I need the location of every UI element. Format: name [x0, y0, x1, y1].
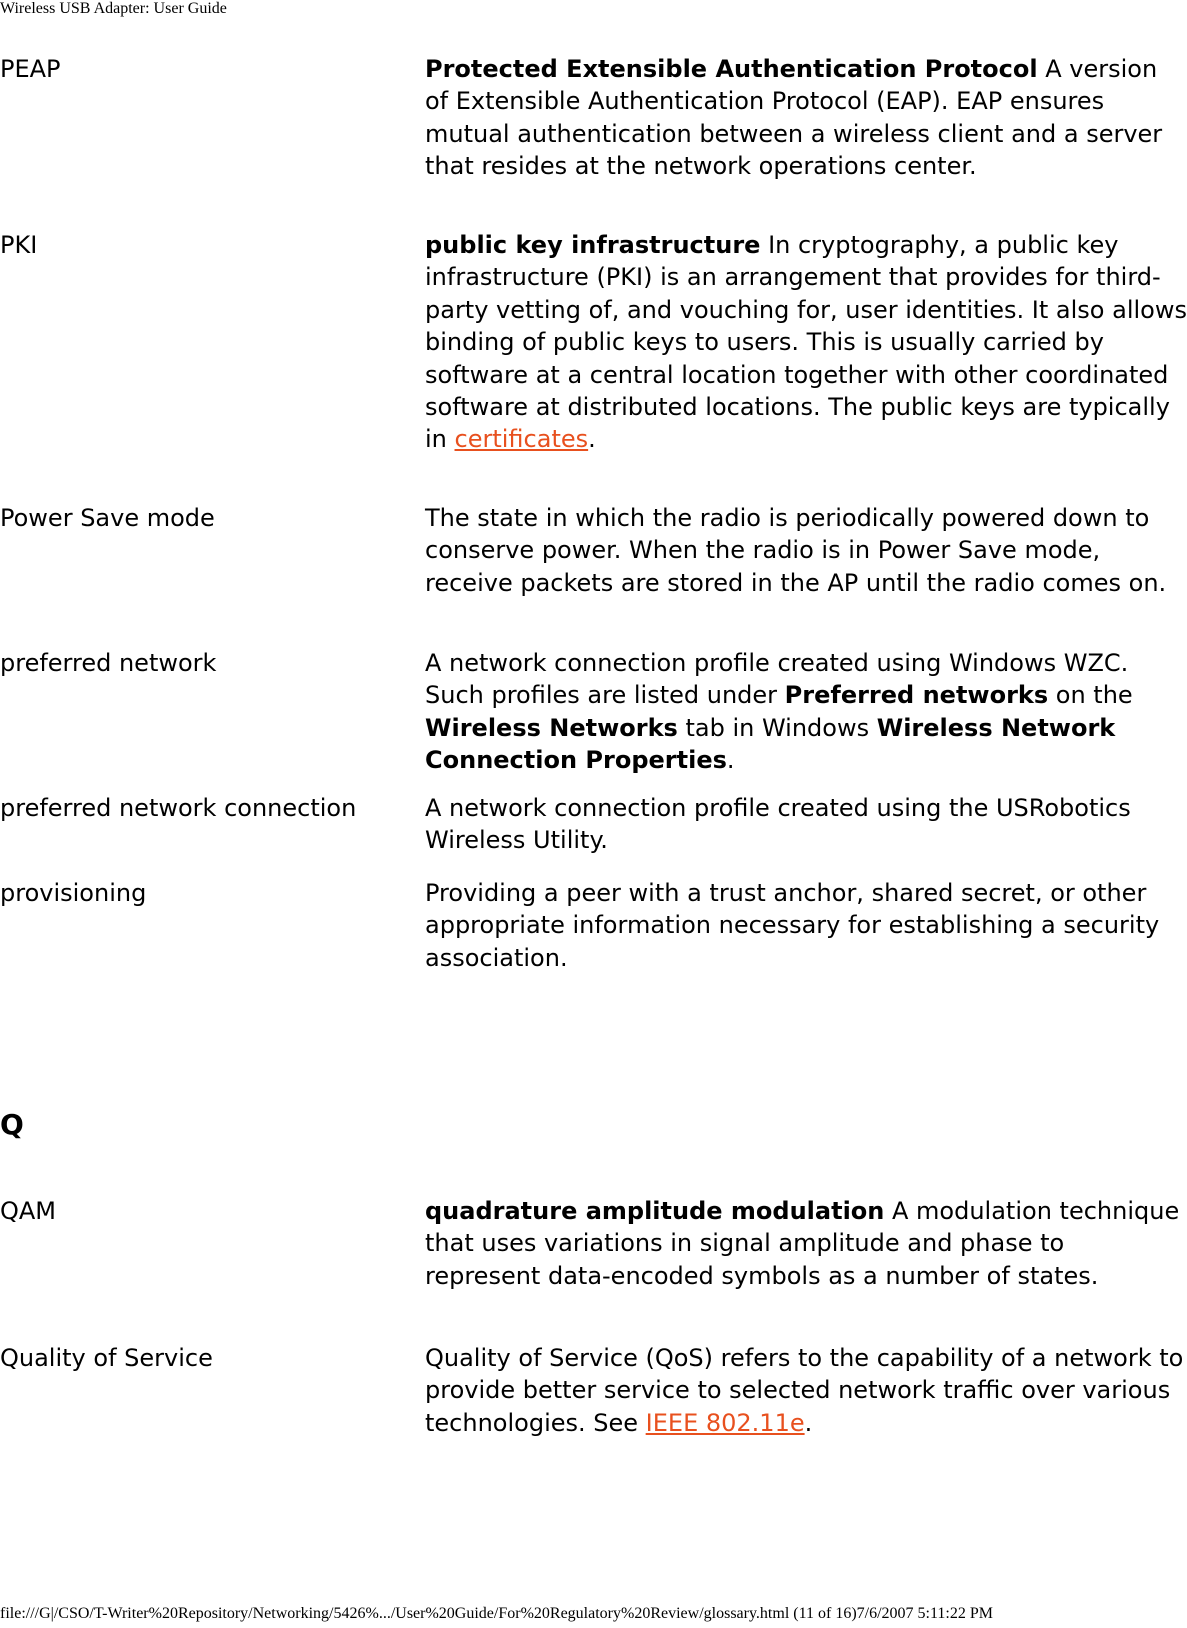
- glossary-term: preferred network connection: [0, 794, 357, 822]
- ieee-802-11e-link[interactable]: IEEE 802.11e: [645, 1408, 805, 1437]
- glossary-term: Power Save mode: [0, 504, 215, 532]
- glossary-list-p: [0, 53, 1187, 987]
- glossary-definition: [425, 53, 1187, 229]
- definition-text: A network connection profile created using Windows WZC. Such profiles are listed under: [425, 649, 1129, 710]
- certificates-link[interactable]: certificates: [454, 425, 589, 454]
- glossary-term: PKI: [0, 231, 38, 259]
- glossary-entry-peap: [0, 53, 1187, 229]
- definition-text-end: .: [804, 1408, 813, 1437]
- glossary-definition: [425, 647, 1187, 792]
- definition-text: tab in Windows: [677, 713, 877, 742]
- glossary-entry-quality-of-service: [0, 1342, 1187, 1452]
- glossary-definition: A network connection profile created using the USRobotics Wireless Utility.: [425, 794, 1131, 855]
- definition-bold-term: Protected Extensible Authentication Protocol: [425, 55, 1038, 83]
- definition-text: on the: [1048, 681, 1133, 710]
- definition-text: Quality of Service (QoS) refers to the capability of a network to provide better service to selected network traffic over various technologies. See: [425, 1344, 1184, 1437]
- glossary-entry-qam: [0, 1195, 1187, 1342]
- glossary-entry-preferred-network-connection: [0, 792, 1187, 877]
- page-header-title: Wireless USB Adapter: User Guide: [0, 0, 227, 17]
- definition-text-end: .: [726, 746, 735, 775]
- glossary-term: preferred network: [0, 649, 217, 677]
- glossary-definition: [425, 1342, 1187, 1452]
- section-heading-q: Q: [0, 1108, 24, 1141]
- definition-text: In cryptography, a public key infrastructure (PKI) is an arrangement that provides for third-party vetting of, and vouching for, user identities. It also allows binding of public keys to users. This is usually carried by software at a central location together with other coordinated software at distributed locations. The public keys are typically in: [425, 231, 1187, 454]
- definition-text: A version of Extensible Authentication Protocol (EAP). EAP ensures mutual authentication between a wireless client and a server that resides at the network operations center.: [425, 55, 1163, 181]
- definition-bold-ui-label: Preferred networks: [784, 681, 1049, 710]
- definition-text: A modulation technique that uses variations in signal amplitude and phase to represent data-encoded symbols as a number of states.: [425, 1197, 1180, 1290]
- glossary-entry-power-save-mode: [0, 502, 1187, 647]
- glossary-entry-pki: [0, 229, 1187, 502]
- glossary-term: Quality of Service: [0, 1344, 213, 1372]
- definition-bold-ui-label: Wireless Networks: [425, 713, 678, 742]
- glossary-term: PEAP: [0, 55, 61, 83]
- glossary-list-q: [0, 1195, 1187, 1452]
- glossary-term: provisioning: [0, 879, 147, 907]
- glossary-entry-preferred-network: [0, 647, 1187, 792]
- page-footer-file-path: file:///G|/CSO/T-Writer%20Repository/Networking/5426%.../User%20Guide/For%20Regulatory%20Review/glossary.html (11 of 16)7/6/2007 5:11:22 PM: [0, 1605, 993, 1622]
- glossary-entry-provisioning: [0, 877, 1187, 987]
- definition-text-end: .: [588, 425, 596, 454]
- glossary-definition: [425, 229, 1187, 502]
- glossary-definition: Providing a peer with a trust anchor, shared secret, or other appropriate information necessary for establishing a security association.: [425, 879, 1160, 972]
- glossary-term: QAM: [0, 1197, 57, 1225]
- glossary-definition: The state in which the radio is periodically powered down to conserve power. When the radio is in Power Save mode, receive packets are stored in the AP until the radio comes on.: [425, 504, 1167, 597]
- glossary-definition: [425, 1195, 1187, 1342]
- definition-bold-term: public key infrastructure: [425, 231, 761, 259]
- definition-bold-term: quadrature amplitude modulation: [425, 1197, 885, 1225]
- definition-bold-ui-label: Wireless Network Connection Properties: [425, 713, 1116, 775]
